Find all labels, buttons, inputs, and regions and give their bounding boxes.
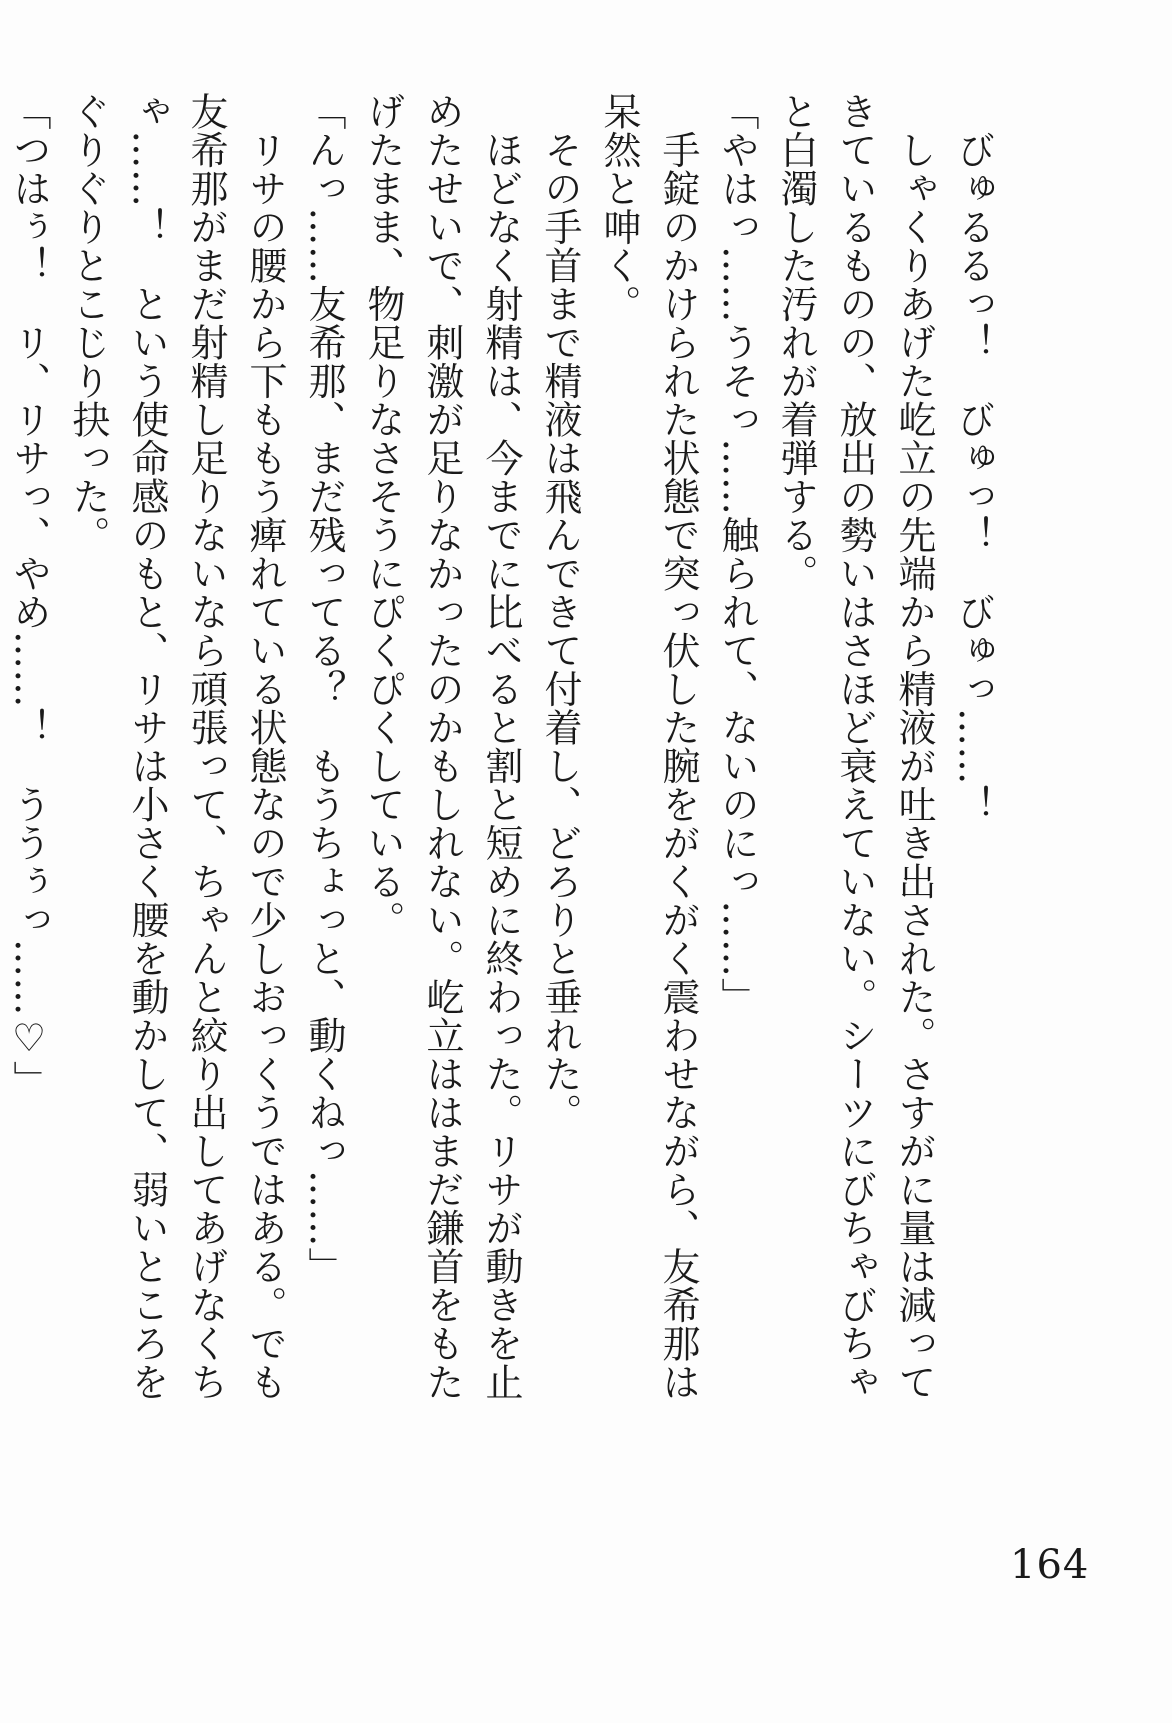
paragraph: しゃくりあげた屹立の先端から精液が吐き出された。さすがに量は減ってきているものの、放出の勢いはさほど衰えていない。シーツにびちゃびちゃと白濁した汚れが着弾する。 (774, 92, 936, 1401)
paragraph: 「つはぅ！ リ、リサっ、やめ……！ ううぅっ……♡」 (7, 92, 51, 1099)
paragraph: びゅるるっ！ びゅっ！ びゅっ……！ (951, 92, 995, 824)
page-number: 164 (1010, 1542, 1090, 1588)
paragraph: 「んっ……友希那、まだ残ってる？ もうちょっと、動くねっ……」 (302, 92, 346, 1286)
paragraph: 「やはっ……うそっ……触られて、ないのにっ……」 (715, 92, 759, 1016)
paragraph: その手首まで精液は飛んできて付着し、どろりと垂れた。 (538, 92, 582, 1132)
paragraph: 手錠のかけられた状態で突っ伏した腕をがくがく震わせながら、友希那は呆然と呻く。 (597, 92, 700, 1401)
paragraph: ほどなく射精は、今までに比べると割と短めに終わった。リサが動きを止めたせいで、刺激が足りなかったのかもしれない。屹立ははまだ鎌首をもたげたまま、物足りなさそうにぴくぴくしている。 (361, 92, 523, 1401)
vertical-text-body (0, 92, 1002, 1432)
paragraph: リサの腰から下ももう痺れている状態なので少しおっくうではある。でも友希那がまだ射精し足りないなら頑張って、ちゃんと絞り出してあげなくちゃ……！ という使命感のもと、リサは小さく腰を動かして、弱いところをぐりぐりとこじり抉った。 (66, 92, 287, 1401)
